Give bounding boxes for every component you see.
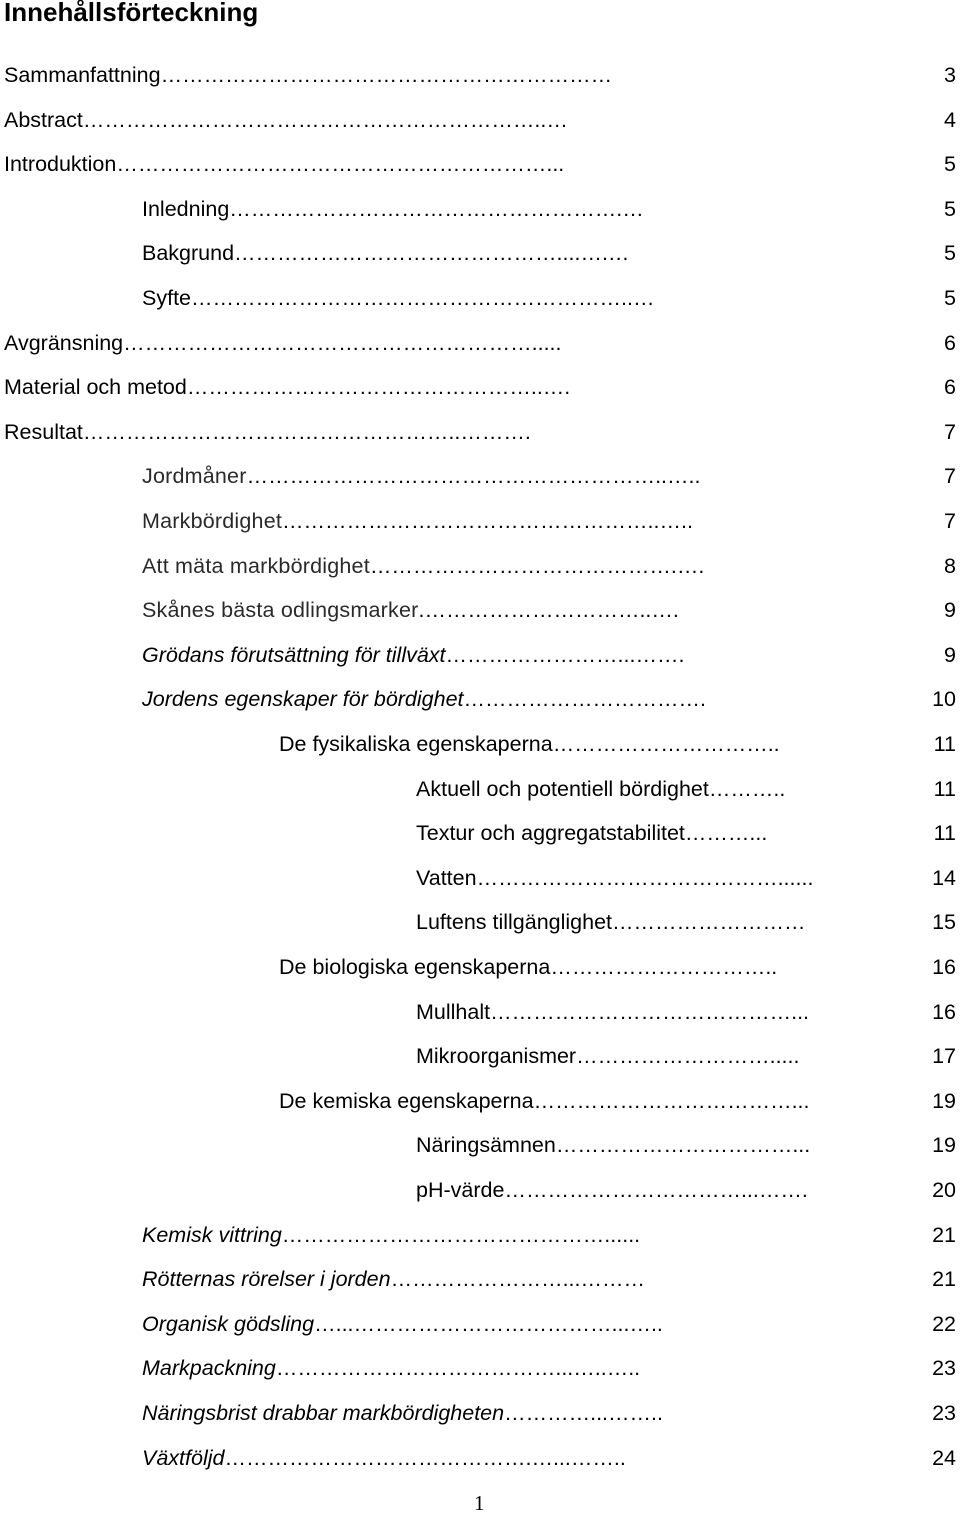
toc-entry[interactable]: [142, 1264, 956, 1294]
toc-entry-title: Rötternas rörelser i jorden: [142, 1267, 391, 1291]
toc-entry-title: pH-värde: [416, 1178, 505, 1202]
toc-entry-page-number: 11: [933, 732, 956, 756]
toc-entry[interactable]: [142, 461, 956, 491]
toc-entry-title: Näringsbrist drabbar markbördigheten: [142, 1401, 505, 1425]
toc-entry-page-number: 8: [944, 554, 956, 578]
toc-entry[interactable]: [4, 328, 956, 358]
page-number: 1: [474, 1491, 485, 1515]
toc-entry-title: Mikroorganismer: [416, 1044, 577, 1068]
toc-dot-leader: ………………………: [612, 910, 806, 934]
toc-entry[interactable]: [142, 1443, 956, 1473]
toc-entry[interactable]: [279, 952, 956, 982]
toc-entry-page-number: 21: [932, 1223, 956, 1247]
toc-entry-page-number: 3: [944, 63, 956, 87]
toc-dot-leader: ………...: [684, 821, 768, 845]
toc-dot-leader: ……………………………...: [555, 1133, 811, 1157]
toc-entry[interactable]: [416, 818, 956, 848]
toc-entry-page-number: 7: [944, 509, 956, 533]
toc-entry[interactable]: [142, 194, 956, 224]
toc-entry-title: Att mäta markbördighet: [142, 554, 370, 578]
toc-entry-page-number: 10: [932, 687, 956, 711]
toc-entry-title: Bakgrund: [142, 241, 235, 265]
toc-entry-page-number: 6: [944, 331, 956, 355]
toc-entry[interactable]: [142, 640, 956, 670]
toc-entry-title: Markbördighet: [142, 509, 283, 533]
toc-dot-leader: .…………………………..….: [418, 598, 679, 622]
toc-entry-title: Textur och aggregatstabilitet: [416, 821, 685, 845]
toc-entry-page-number: 9: [944, 643, 956, 667]
toc-dot-leader: ………………………………………......: [281, 1223, 641, 1247]
toc-entry[interactable]: [416, 907, 956, 937]
toc-dot-leader: …………………………………...…..…..: [275, 1356, 641, 1380]
toc-entry[interactable]: [279, 729, 956, 759]
toc-entry[interactable]: [416, 1041, 956, 1071]
toc-entry[interactable]: [416, 1130, 956, 1160]
toc-dot-leader: ………..: [708, 777, 786, 801]
toc-dot-leader: …………………………………….….: [369, 554, 705, 578]
toc-entry-title: De biologiska egenskaperna: [279, 955, 551, 979]
toc-entry[interactable]: [142, 1353, 956, 1383]
toc-dot-leader: ……………………………………...: [490, 1000, 810, 1024]
toc-entry-page-number: 9: [944, 598, 956, 622]
toc-entry-page-number: 11: [933, 777, 956, 801]
toc-entry-title: Växtföljd: [142, 1446, 225, 1470]
toc-dot-leader: ……………………………………………………..…: [191, 286, 655, 310]
toc-entry[interactable]: [142, 238, 956, 268]
toc-entry-page-number: 16: [932, 1000, 956, 1024]
toc-entry-title: Inledning: [142, 197, 230, 221]
toc-entry[interactable]: [416, 774, 956, 804]
toc-dot-leader: …………………………….: [463, 687, 706, 711]
toc-entry-title: Sammanfattning: [4, 63, 161, 87]
toc-entry[interactable]: [142, 595, 956, 625]
toc-entry-title: Jordens egenskaper för bördighet: [142, 687, 464, 711]
toc-entry-page-number: 16: [932, 955, 956, 979]
toc-dot-leader: ………………………………………………….....: [123, 331, 562, 355]
toc-entry-page-number: 6: [944, 375, 956, 399]
toc-entry[interactable]: [142, 506, 956, 536]
toc-entry-page-number: 20: [932, 1178, 956, 1202]
toc-entry-title: Vatten: [416, 866, 477, 890]
toc-dot-leader: ……………………………………………..……….: [82, 420, 531, 444]
toc-entry-page-number: 19: [932, 1133, 956, 1157]
toc-entry-page-number: 22: [932, 1312, 956, 1336]
toc-entry-page-number: 23: [932, 1356, 956, 1380]
toc-entry-page-number: 24: [932, 1446, 956, 1470]
toc-entry[interactable]: [4, 417, 956, 447]
toc-entry-title: Luftens tillgänglighet: [416, 910, 613, 934]
toc-entry[interactable]: [416, 863, 956, 893]
toc-entry-page-number: 5: [944, 286, 956, 310]
toc-entry-page-number: 5: [944, 152, 956, 176]
toc-dot-leader: …………………………………………..….: [186, 375, 571, 399]
toc-entry[interactable]: [142, 1398, 956, 1428]
toc-entry-title: Material och metod: [4, 375, 187, 399]
toc-dot-leader: ……………………….....: [576, 1044, 800, 1068]
toc-dot-leader: ……………………………………………….…: [229, 197, 644, 221]
toc-entry-title: Jordmåner: [142, 464, 247, 488]
toc-entry[interactable]: [142, 283, 956, 313]
toc-dot-leader: …………………………………………………..…..: [246, 464, 701, 488]
toc-entry-page-number: 23: [932, 1401, 956, 1425]
toc-entry-title: De kemiska egenskaperna: [279, 1089, 534, 1113]
toc-entry[interactable]: [416, 1175, 956, 1205]
toc-dot-leader: …...………………………………...…..: [314, 1312, 663, 1336]
toc-entry-title: Markpackning: [142, 1356, 276, 1380]
toc-dot-leader: ……………………………...…….: [504, 1178, 808, 1202]
toc-entry[interactable]: [142, 551, 956, 581]
toc-dot-leader: ……………………………………………..…..: [282, 509, 693, 533]
toc-dot-leader: …………………………………….…...……..: [224, 1446, 626, 1470]
toc-dot-leader: …………………………..: [552, 732, 780, 756]
toc-entry-title: De fysikaliska egenskaperna: [279, 732, 553, 756]
toc-entry-page-number: 7: [944, 464, 956, 488]
toc-entry[interactable]: [142, 1220, 956, 1250]
toc-dot-leader: …………………………..: [550, 955, 778, 979]
toc-entry[interactable]: [142, 1309, 956, 1339]
toc-entry-title: Avgränsning: [4, 331, 124, 355]
toc-dot-leader: ……………………...…….: [445, 643, 685, 667]
toc-entry[interactable]: [279, 1086, 956, 1116]
toc-entry[interactable]: [4, 372, 956, 402]
toc-dot-leader: ……………………………………………………...: [116, 152, 565, 176]
toc-entry-page-number: 7: [944, 420, 956, 444]
toc-entry-title: Abstract: [4, 108, 83, 132]
toc-entry-title: Introduktion: [4, 152, 117, 176]
toc-dot-leader: ……………………………………......: [476, 866, 814, 890]
toc-entry[interactable]: [142, 684, 956, 714]
toc-entry-page-number: 4: [944, 108, 956, 132]
toc-dot-leader: ………………………………………………………..…: [82, 108, 568, 132]
toc-dot-leader: ………………………………………....….…: [234, 241, 630, 265]
toc-entry-title: Aktuell och potentiell bördighet: [416, 777, 709, 801]
toc-entry[interactable]: [4, 149, 956, 179]
toc-entry-page-number: 11: [933, 821, 956, 845]
toc-entry-page-number: 5: [944, 197, 956, 221]
toc-entry-title: Skånes bästa odlingsmarker: [142, 598, 419, 622]
toc-title: Innehållsförteckning: [4, 0, 259, 27]
toc-entry-page-number: 21: [932, 1267, 956, 1291]
toc-entry-title: Grödans förutsättning för tillväxt: [142, 643, 446, 667]
toc-entry-page-number: 17: [932, 1044, 956, 1068]
toc-entry-title: Resultat: [4, 420, 83, 444]
toc-dot-leader: …………...……..: [504, 1401, 663, 1425]
toc-entry-title: Organisk gödsling: [142, 1312, 315, 1336]
toc-dot-leader: ……………………...………: [390, 1267, 645, 1291]
toc-entry-title: Syfte: [142, 286, 191, 310]
toc-entry-title: Mullhalt: [416, 1000, 491, 1024]
toc-entry-page-number: 19: [932, 1089, 956, 1113]
toc-dot-leader: ………………………………………………………: [160, 63, 613, 87]
toc-entry-title: Kemisk vittring: [142, 1223, 282, 1247]
toc-entry[interactable]: [416, 997, 956, 1027]
toc-entry-page-number: 5: [944, 241, 956, 265]
toc-entry[interactable]: [4, 60, 956, 90]
toc-entry-page-number: 14: [932, 866, 956, 890]
toc-entry-page-number: 15: [932, 910, 956, 934]
toc-entry[interactable]: [4, 105, 956, 135]
toc-entry-title: Näringsämnen: [416, 1133, 556, 1157]
toc-dot-leader: ………………………………...: [533, 1089, 810, 1113]
